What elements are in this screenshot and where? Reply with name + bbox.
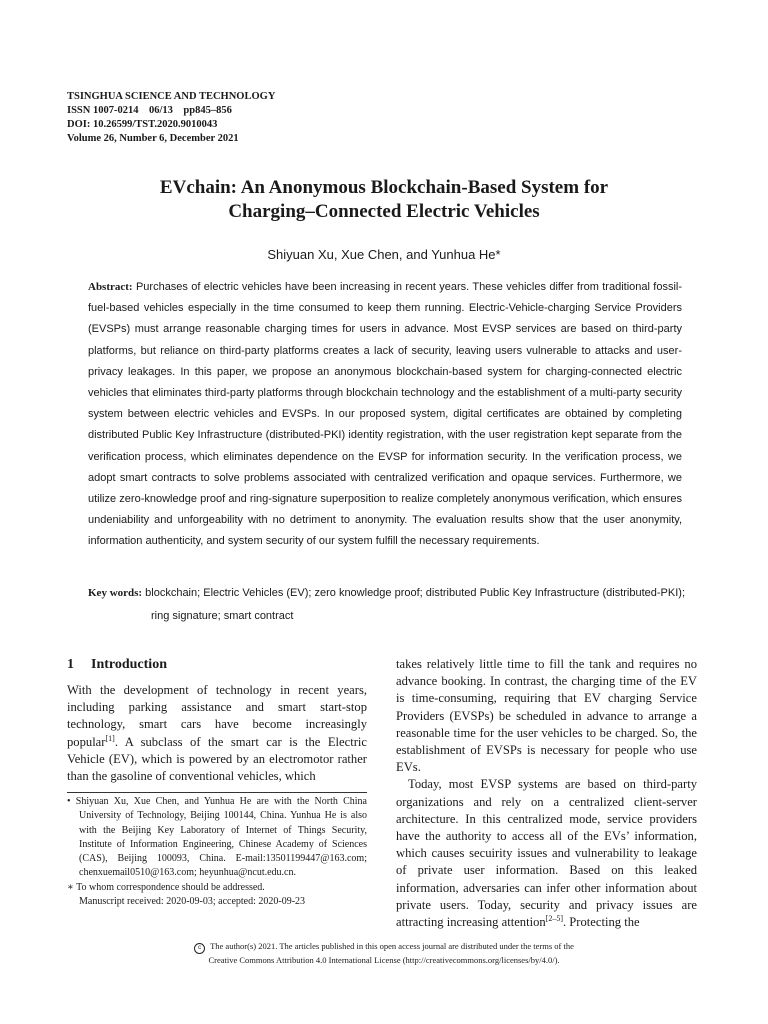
- issn-line: ISSN 1007-0214 06/13 pp845–856: [67, 105, 232, 116]
- footnote-affiliation: • Shiyuan Xu, Xue Chen, and Yunhua He are with the North China University of Technology, Beijing 100144, China. Yunhua He is also with the Beijing Key Laboratory of Internet of Things Security, Institute of Information Engineering, Chinese Academy of Sciences (CAS), Beijing 100093, China. E-mail:13501199447@163.com; chenxuemail0510@163.com; heyunhua@ncut.edu.cn.: [67, 796, 367, 879]
- intro-right-paragraph-2: [396, 776, 697, 931]
- intro-right-paragraph-1: takes relatively little time to fill the tank and requires no advance booking. In contrast, the charging time of the EV is time-consuming, requiring that EV charging Service Providers (EVSPs) be scheduled in advance to arrange a reasonable time for the user vehicles to be charged. So, the establishment of EVSPs is necessary for people who use EVs.: [396, 657, 697, 775]
- authors: Shiyuan Xu, Xue Chen, and Yunhua He*: [267, 247, 501, 262]
- keywords-line-2: ring signature; smart contract: [151, 610, 294, 622]
- section-title: Introduction: [91, 657, 167, 672]
- volume-line: Volume 26, Number 6, December 2021: [67, 133, 239, 144]
- abstract-text: Purchases of electric vehicles have been increasing in recent years. These vehicles differ from traditional fossil-fuel-based vehicles especially in the time consumed to keep them running. Electric-Vehicle-charging Service Providers (EVSPs) must arrange reasonable charging times for users in advance. Most EVSP services are based on third-party platforms, but reliance on third-party platforms creates a lack of security, leaving users vulnerable to attacks and user-privacy leakages. In this paper, we propose an anonymous blockchain-based system for charging-connected electric vehicles that eliminates third-party platforms through blockchain technology and the establishment of a multi-party security system between electric vehicles and EVSPs. In our proposed system, digital certificates are obtained by completing distributed Public Key Infrastructure (distributed-PKI) identity registration, with the user registration kept separate from the verification process, which eliminates dependence on the EVSP for information security. In the verification process, we adopt smart contracts to solve problems associated with centralized verification and opaque services. Furthermore, we utilize zero-knowledge proof and ring-signature superposition to realize completely anonymous verification, which ensures undeniability and unforgeability with no detriment to anonymity. The evaluation results show that the user anonymity, information authenticity, and system security of our system fulfill the necessary requirements.: [88, 281, 682, 548]
- copyright-icon: c: [194, 943, 205, 954]
- citation-1[interactable]: [1]: [105, 733, 115, 743]
- keywords-line-1: blockchain; Electric Vehicles (EV); zero knowledge proof; distributed Public Key Infrastructure (distributed-PKI);: [145, 587, 685, 599]
- footnote-correspondence: ∗ To whom correspondence should be addressed.: [67, 881, 265, 893]
- license-line-1: The author(s) 2021. The articles published in this open access journal are distributed under the terms of the: [210, 941, 574, 951]
- section-heading: [67, 656, 367, 673]
- footnote-received: Manuscript received: 2020-09-03; accepted: 2020-09-23: [79, 896, 306, 908]
- right-column: [396, 656, 697, 931]
- left-column: [67, 656, 367, 785]
- footnote-divider: [67, 792, 367, 793]
- keywords-label: Key words:: [88, 587, 143, 599]
- intro-p1-part-a: With the development of technology in recent years, including parking assistance and smart start-stop technology, smart cars have become increasingly popular: [67, 683, 367, 749]
- intro-p2-part-b: . Protecting the: [563, 915, 640, 930]
- citation-2-5[interactable]: [2–5]: [545, 913, 563, 923]
- journal-name: TSINGHUA SCIENCE AND TECHNOLOGY: [67, 91, 276, 102]
- keywords: [88, 582, 685, 628]
- license-line-2: Creative Commons Attribution 4.0 International License (http://creativecommons.org/licenses/by/4.0/).: [208, 955, 560, 965]
- title-line-2: Charging–Connected Electric Vehicles: [228, 201, 540, 222]
- paper-title: [0, 176, 768, 224]
- intro-right-text: [396, 656, 697, 931]
- doi-line: DOI: 10.26599/TST.2020.9010043: [67, 119, 218, 130]
- intro-p1-part-b: . A subclass of the smart car is the Electric Vehicle (EV), which is powered by an electromotor rather than the gasoline of conventional vehicles, which: [67, 734, 367, 784]
- intro-p2-part-a: Today, most EVSP systems are based on third-party organizations and rely on a centralized client-server architecture. In this centralized mode, service providers have the authority to access all of the EVs’ information, which causes secuirity issues and vulnerability to leakage of private user information. Based on this leaked information, adversaries can infer other information about private users. Today, security and privacy issues are attracting increasing attention: [396, 777, 697, 930]
- abstract-label: Abstract:: [88, 281, 133, 293]
- footnotes: [67, 795, 367, 909]
- abstract: [88, 277, 682, 553]
- license-notice: [0, 940, 768, 966]
- section-number: 1: [67, 657, 74, 672]
- journal-header: [67, 90, 275, 146]
- title-line-1: EVchain: An Anonymous Blockchain-Based System for: [159, 177, 609, 198]
- intro-paragraph-1: [67, 682, 367, 785]
